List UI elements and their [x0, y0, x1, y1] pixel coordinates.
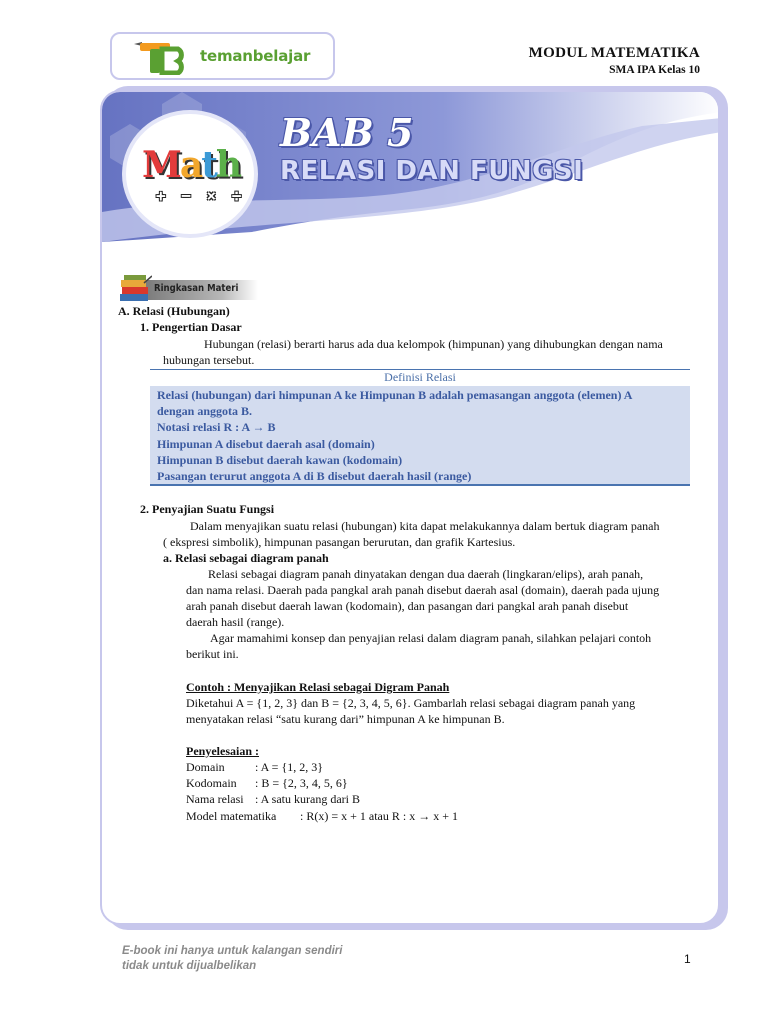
books-icon	[118, 274, 152, 304]
section-a2a-heading: a. Relasi sebagai diagram panah	[163, 551, 329, 565]
page-number: 1	[684, 952, 691, 966]
example-title: Contoh : Menyajikan Relasi sebagai Digram Panah	[186, 680, 450, 694]
module-title: MODUL MATEMATIKA	[528, 45, 700, 61]
section-a1-paragraph-line: hubungan tersebut.	[163, 353, 255, 367]
section-a2-heading: 2. Penyajian Suatu Fungsi	[140, 502, 275, 516]
module-subtitle: SMA IPA Kelas 10	[609, 64, 700, 76]
solution-value-model: : R(x) = x + 1 atau R : x → x + 1	[300, 809, 458, 823]
definition-line: Pasangan terurut anggota A di B disebut daerah hasil (range)	[157, 469, 472, 484]
solution-value-relation-name: : A satu kurang dari B	[255, 792, 360, 806]
solution-value-domain: : A = {1, 2, 3}	[255, 760, 323, 774]
section-a1-paragraph-line: Hubungan (relasi) berarti harus ada dua kelompok (himpunan) yang dihubungkan dengan nama	[204, 337, 663, 351]
definition-box	[150, 369, 690, 486]
definition-line: Himpunan A disebut daerah asal (domain)	[157, 436, 375, 451]
solution-label-codomain: Kodomain	[186, 776, 237, 790]
footer-note	[122, 944, 342, 974]
solution-label-domain: Domain	[186, 760, 225, 774]
solution-value-codomain: : B = {2, 3, 4, 5, 6}	[255, 776, 348, 790]
solution-label-relation-name: Nama relasi	[186, 792, 244, 806]
summary-label: Ringkasan Materi	[154, 283, 239, 294]
summary-tag	[118, 274, 258, 304]
a2a-paragraph-line: arah panah disebut daerah lawan (kodomain), dan pasangan dari pangkal arah panah disebut	[186, 599, 629, 613]
solution-label-model: Model matematika	[186, 809, 277, 823]
definition-line: Notasi relasi R : A → B	[157, 420, 276, 435]
a2a-paragraph-line: Relasi sebagai diagram panah dinyatakan dengan dua daerah (lingkaran/elips), arah panah,	[208, 567, 644, 581]
footer-note-line: tidak untuk dijualbelikan	[122, 960, 257, 972]
logo-text: temanbelajar	[200, 47, 311, 65]
definition-lines	[157, 387, 632, 484]
chapter-title: RELASI DAN FUNGSI	[280, 156, 584, 186]
footer-note-line: E-book ini hanya untuk kalangan sendiri	[122, 945, 343, 957]
example-line: Diketahui A = {1, 2, 3} dan B = {2, 3, 4, 5, 6}. Gambarlah relasi sebagai diagram panah yang	[186, 696, 636, 710]
section-a2-paragraph-line: ( ekspresi simbolik), himpunan pasangan berurutan, dan grafik Kartesius.	[163, 535, 516, 549]
math-logo-badge	[126, 114, 254, 234]
definition-line: Relasi (hubungan) dari himpunan A ke Himpunan B adalah pemasangan anggota (elemen) A	[157, 388, 633, 402]
definition-line: dengan anggota B.	[157, 404, 253, 419]
definition-heading: Definisi Relasi	[150, 370, 690, 386]
solution-title: Penyelesaian :	[186, 744, 259, 758]
math-logo-text: Math	[142, 144, 241, 186]
a2a-paragraph-line: Agar mamahimi konsep dan penyajian relasi dalam diagram panah, silahkan pelajari contoh	[210, 631, 652, 645]
section-a2-paragraph-line: Dalam menyajikan suatu relasi (hubungan) kita dapat melakukannya dalam bertuk diagram panah	[190, 519, 660, 533]
section-a1-heading: 1. Pengertian Dasar	[140, 320, 242, 334]
module-header	[529, 45, 700, 76]
a2a-paragraph-line: daerah hasil (range).	[186, 615, 285, 629]
a2a-paragraph-line: berikut ini.	[186, 647, 239, 661]
chapter-number: BAB 5	[280, 110, 414, 155]
section-a-heading: A. Relasi (Hubungan)	[118, 304, 230, 318]
math-operators: + − × ÷	[156, 186, 245, 205]
publisher-logo	[110, 32, 335, 80]
example-line: menyatakan relasi “satu kurang dari” himpunan A ke himpunan B.	[186, 712, 505, 726]
definition-line: Himpunan B disebut daerah kawan (kodomain)	[157, 452, 403, 467]
a2a-paragraph-line: dan nama relasi. Daerah pada pangkal arah panah disebut daerah asal (domain), daerah pada ujung	[186, 583, 660, 597]
logo-tb-icon	[132, 41, 192, 75]
